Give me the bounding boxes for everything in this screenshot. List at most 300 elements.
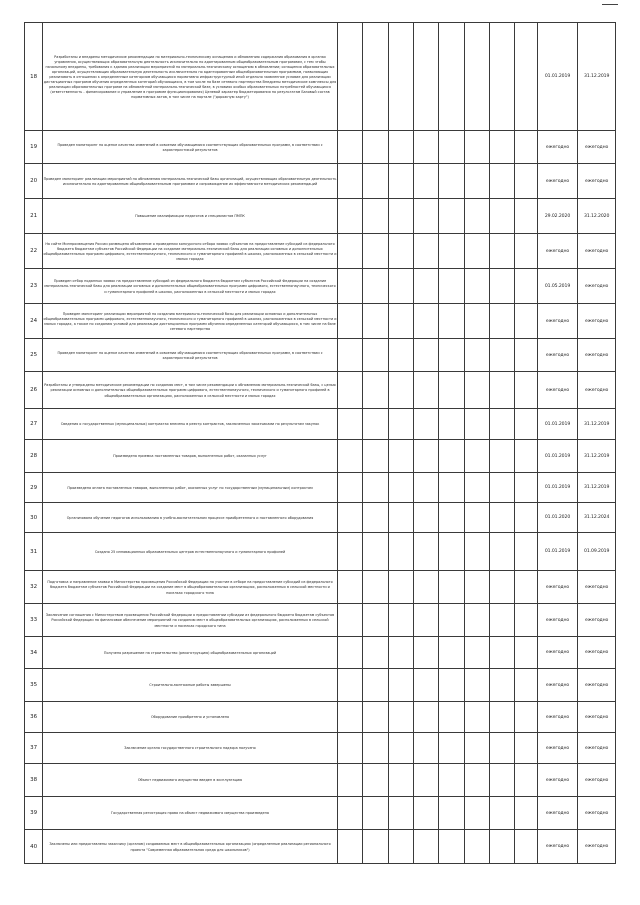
- empty-cell: [363, 503, 388, 533]
- row-number: 34: [25, 637, 43, 669]
- empty-cell: [388, 372, 413, 409]
- row-description: Подготовка и направление заявки в Министерство просвещения Российской Федерации на участие в отборе на предоставление субсидий из федерального бюджета бюджетам субъектов Российской Федерации на создание мест в общеобразовательных организациях, расположенных в сельской местности и поселках городского типа: [43, 571, 337, 604]
- table-row: [25, 797, 616, 830]
- empty-cell: [337, 164, 362, 199]
- empty-cell: [439, 733, 464, 764]
- row-description: Заключены или предоставлены заказчику (органом) создаваемых мест в общеобразовательных организациях (определенные реализации регионального проекта "Современная образовательная среда для школьников"): [43, 830, 337, 864]
- start-date: 01.01.2019: [537, 533, 578, 571]
- empty-cell: [413, 733, 438, 764]
- end-date: ежегодно: [578, 131, 616, 164]
- empty-cell: [439, 409, 464, 440]
- empty-cell: [464, 304, 489, 339]
- empty-cell: [439, 830, 464, 864]
- empty-cell: [363, 797, 388, 830]
- table-row: [25, 199, 616, 234]
- table-row: [25, 269, 616, 304]
- start-date: ежегодно: [537, 830, 578, 864]
- empty-cell: [515, 797, 537, 830]
- empty-cell: [515, 473, 537, 503]
- empty-cell: [363, 604, 388, 637]
- empty-cell: [515, 830, 537, 864]
- empty-cell: [439, 669, 464, 702]
- empty-cell: [490, 669, 515, 702]
- row-description: Организована обучение педагогов использованию в учебно-воспитательном процессе приобретенного и поставленного оборудования: [43, 503, 337, 533]
- end-date: 01.09.2019: [578, 533, 616, 571]
- row-description: Заключение соглашения с Министерством просвещения Российской Федерации о предоставлении субсидии из федерального бюджета бюджетам субъектов Российской Федерации на финансовое обеспечение мероприятий по созданию мест в общеобразовательных организациях, расположенных в сельской местности и поселках городского типа: [43, 604, 337, 637]
- empty-cell: [439, 702, 464, 733]
- row-description: Проведен мониторинг по оценке качества изменений в освоении обучающимися соответствующих образовательных программ, в соответствии с характеристикой результатов: [43, 339, 337, 372]
- start-date: ежегодно: [537, 164, 578, 199]
- empty-cell: [490, 533, 515, 571]
- row-description: Проведен мониторинг по оценке качества изменений в освоении обучающимися соответствующих образовательных программ, в соответствии с характеристикой результатов: [43, 131, 337, 164]
- empty-cell: [439, 440, 464, 473]
- empty-cell: [388, 473, 413, 503]
- empty-cell: [413, 269, 438, 304]
- empty-cell: [337, 23, 362, 131]
- row-description: Сведения о государственных (муниципальных) контрактах внесены в реестр контрактов, заключенных заказчиками по результатам закупок: [43, 409, 337, 440]
- empty-cell: [464, 23, 489, 131]
- empty-cell: [439, 571, 464, 604]
- end-date: 31.12.2019: [578, 473, 616, 503]
- end-date: ежегодно: [578, 164, 616, 199]
- empty-cell: [337, 702, 362, 733]
- empty-cell: [388, 199, 413, 234]
- empty-cell: [337, 372, 362, 409]
- row-number: 40: [25, 830, 43, 864]
- start-date: 01.01.2020: [537, 503, 578, 533]
- empty-cell: [490, 304, 515, 339]
- empty-cell: [490, 764, 515, 797]
- end-date: ежегодно: [578, 234, 616, 269]
- empty-cell: [490, 733, 515, 764]
- row-number: 29: [25, 473, 43, 503]
- empty-cell: [337, 199, 362, 234]
- empty-cell: [515, 637, 537, 669]
- table-row: [25, 339, 616, 372]
- empty-cell: [363, 830, 388, 864]
- empty-cell: [413, 503, 438, 533]
- empty-cell: [490, 234, 515, 269]
- empty-cell: [388, 797, 413, 830]
- empty-cell: [413, 440, 438, 473]
- empty-cell: [388, 234, 413, 269]
- start-date: 01.01.2019: [537, 409, 578, 440]
- start-date: 29.02.2020: [537, 199, 578, 234]
- row-number: 33: [25, 604, 43, 637]
- table-row: [25, 234, 616, 269]
- row-number: 31: [25, 533, 43, 571]
- empty-cell: [413, 234, 438, 269]
- empty-cell: [515, 269, 537, 304]
- empty-cell: [363, 533, 388, 571]
- row-description: Произведена оплата поставленных товаров, выполненных работ, оказанных услуг по государственным (муниципальным) контрактам: [43, 473, 337, 503]
- row-number: 24: [25, 304, 43, 339]
- empty-cell: [464, 571, 489, 604]
- empty-cell: [363, 269, 388, 304]
- row-number: 30: [25, 503, 43, 533]
- empty-cell: [515, 199, 537, 234]
- empty-cell: [439, 503, 464, 533]
- empty-cell: [490, 440, 515, 473]
- empty-cell: [363, 733, 388, 764]
- empty-cell: [388, 304, 413, 339]
- start-date: ежегодно: [537, 234, 578, 269]
- empty-cell: [515, 23, 537, 131]
- row-description: Проведен мониторинг реализации мероприятий по обновлению материально-технической базы организаций, осуществляющих образовательную деятельность исключительно по адаптированным общеобразовательным программам и сопровождение их эффективности методических рекомендаций: [43, 164, 337, 199]
- empty-cell: [363, 440, 388, 473]
- start-date: 01.01.2019: [537, 440, 578, 473]
- row-description: Строительно-монтажные работы завершены: [43, 669, 337, 702]
- empty-cell: [337, 571, 362, 604]
- row-number: 28: [25, 440, 43, 473]
- plan-table: [24, 22, 616, 864]
- empty-cell: [413, 637, 438, 669]
- empty-cell: [515, 503, 537, 533]
- empty-cell: [490, 797, 515, 830]
- empty-cell: [464, 199, 489, 234]
- empty-cell: [490, 372, 515, 409]
- table-row: [25, 503, 616, 533]
- empty-cell: [388, 23, 413, 131]
- empty-cell: [515, 571, 537, 604]
- empty-cell: [388, 764, 413, 797]
- empty-cell: [490, 164, 515, 199]
- empty-cell: [363, 372, 388, 409]
- empty-cell: [413, 339, 438, 372]
- start-date: 01.01.2019: [537, 473, 578, 503]
- empty-cell: [439, 339, 464, 372]
- empty-cell: [439, 533, 464, 571]
- empty-cell: [439, 604, 464, 637]
- row-description: Проведен отбор поданных заявок на предоставление субсидий из федерального бюджета бюджетам субъектов Российской Федерации на создание материально-технической базы для реализации основных и дополнительных общеобразовательных программ цифрового, естественнонаучного, технического и гуманитарного профилей в школах, расположенных в сельской местности и малых городах: [43, 269, 337, 304]
- empty-cell: [515, 733, 537, 764]
- table-row: [25, 733, 616, 764]
- row-number: 23: [25, 269, 43, 304]
- empty-cell: [413, 304, 438, 339]
- empty-cell: [490, 571, 515, 604]
- row-number: 25: [25, 339, 43, 372]
- empty-cell: [363, 23, 388, 131]
- row-number: 21: [25, 199, 43, 234]
- empty-cell: [464, 440, 489, 473]
- empty-cell: [388, 669, 413, 702]
- empty-cell: [388, 269, 413, 304]
- row-number: 35: [25, 669, 43, 702]
- end-date: ежегодно: [578, 764, 616, 797]
- empty-cell: [337, 440, 362, 473]
- empty-cell: [515, 764, 537, 797]
- empty-cell: [439, 797, 464, 830]
- empty-cell: [337, 533, 362, 571]
- empty-cell: [464, 473, 489, 503]
- empty-cell: [363, 571, 388, 604]
- empty-cell: [490, 269, 515, 304]
- empty-cell: [363, 199, 388, 234]
- empty-cell: [388, 409, 413, 440]
- start-date: ежегодно: [537, 339, 578, 372]
- table-row: [25, 23, 616, 131]
- table-row: [25, 131, 616, 164]
- empty-cell: [388, 164, 413, 199]
- empty-cell: [464, 733, 489, 764]
- plan-table-body: [25, 23, 616, 864]
- empty-cell: [413, 830, 438, 864]
- empty-cell: [388, 503, 413, 533]
- empty-cell: [464, 131, 489, 164]
- empty-cell: [363, 234, 388, 269]
- empty-cell: [337, 339, 362, 372]
- empty-cell: [337, 797, 362, 830]
- empty-cell: [464, 339, 489, 372]
- empty-cell: [413, 571, 438, 604]
- empty-cell: [413, 199, 438, 234]
- empty-cell: [515, 409, 537, 440]
- empty-cell: [464, 702, 489, 733]
- row-description: Проведен мониторинг реализации мероприятий по созданию материально-технической базы для реализации основных и дополнительных общеобразовательных программ цифрового, естественнонаучного, технического и гуманитарного профилей в школах, расположенных в сельской местности и малых городах, а также по созданию условий для реализации дистанционных программ обучения определенных категорий обучающихся, в том числе на базе сетевого партнерства: [43, 304, 337, 339]
- empty-cell: [464, 604, 489, 637]
- empty-cell: [363, 764, 388, 797]
- row-number: 19: [25, 131, 43, 164]
- row-description: Повышение квалификации педагогов и специалистов ПМПК: [43, 199, 337, 234]
- empty-cell: [413, 764, 438, 797]
- table-row: [25, 440, 616, 473]
- row-description: Оборудование приобретено и установлено: [43, 702, 337, 733]
- empty-cell: [413, 669, 438, 702]
- end-date: ежегодно: [578, 269, 616, 304]
- empty-cell: [337, 637, 362, 669]
- empty-cell: [363, 164, 388, 199]
- empty-cell: [439, 23, 464, 131]
- empty-cell: [388, 702, 413, 733]
- empty-cell: [388, 733, 413, 764]
- end-date: 31.12.2020: [578, 199, 616, 234]
- start-date: 01.05.2019: [537, 269, 578, 304]
- row-description: Разработаны и внедрены методические рекомендации по материально-техническому оснащению и обновлению содержания образования в органах управления, осуществляющих образовательную деятельность исключительно по адаптированным общеобразовательным программам, с тем чтобы начальному внедрены, требования к зданию реализации мероприятий по материально-техническому оснащению в обновлении; оснащения образовательных организаций, осуществляющих образовательную деятельность исключительно по адаптированным общеобразовательным программам, позволяющих реализовать в отношении к определенным категориям обучающихся нормативно инфраструктурный иной отдельно заявленное условие для реализации дистанционных программ обучения определенных категорий обучающихся, в том числе на базе сетевого партнерства Внедрены методические комплексы для реализации образовательных программ на обновлённой материально-технической базе, в условиях особых образовательных потребностей обучающихся (ответственность - финансирование и управление в программе функционирования) Целевой характер бюджетирования по результатам Базовый состав нормативных актов, в том числе на портале ("дорожную карту"): [43, 23, 337, 131]
- end-date: ежегодно: [578, 604, 616, 637]
- empty-cell: [439, 199, 464, 234]
- empty-cell: [337, 503, 362, 533]
- empty-cell: [363, 702, 388, 733]
- empty-cell: [515, 702, 537, 733]
- end-date: ежегодно: [578, 571, 616, 604]
- empty-cell: [515, 604, 537, 637]
- empty-cell: [388, 604, 413, 637]
- empty-cell: [490, 830, 515, 864]
- empty-cell: [490, 339, 515, 372]
- table-row: [25, 830, 616, 864]
- empty-cell: [363, 473, 388, 503]
- empty-cell: [413, 702, 438, 733]
- empty-cell: [439, 131, 464, 164]
- empty-cell: [337, 131, 362, 164]
- empty-cell: [337, 669, 362, 702]
- empty-cell: [464, 797, 489, 830]
- empty-cell: [464, 164, 489, 199]
- empty-cell: [515, 669, 537, 702]
- end-date: ежегодно: [578, 372, 616, 409]
- row-number: 22: [25, 234, 43, 269]
- empty-cell: [337, 473, 362, 503]
- end-date: ежегодно: [578, 669, 616, 702]
- empty-cell: [413, 164, 438, 199]
- empty-cell: [464, 764, 489, 797]
- empty-cell: [490, 473, 515, 503]
- end-date: ежегодно: [578, 830, 616, 864]
- row-description: На сайте Минпросвещения России размещено объявление о проведении конкурсного отбора заявок субъектов на предоставление субсидий из федерального бюджета бюджетам субъектов Российской Федерации на создание материально-технической базы для реализации основных и дополнительных общеобразовательных программ цифрового, естественнонаучного, технического и гуманитарного профилей в школах, расположенных в сельской местности и малых городах: [43, 234, 337, 269]
- table-row: [25, 304, 616, 339]
- empty-cell: [413, 23, 438, 131]
- end-date: 31.12.2019: [578, 440, 616, 473]
- row-number: 39: [25, 797, 43, 830]
- row-description: Объект недвижимого имущества введен в эксплуатацию: [43, 764, 337, 797]
- start-date: ежегодно: [537, 797, 578, 830]
- empty-cell: [413, 372, 438, 409]
- empty-cell: [490, 637, 515, 669]
- empty-cell: [490, 131, 515, 164]
- start-date: ежегодно: [537, 669, 578, 702]
- empty-cell: [464, 269, 489, 304]
- empty-cell: [413, 409, 438, 440]
- empty-cell: [413, 131, 438, 164]
- empty-cell: [515, 372, 537, 409]
- empty-cell: [337, 604, 362, 637]
- end-date: ежегодно: [578, 797, 616, 830]
- end-date: 31.12.2024: [578, 503, 616, 533]
- empty-cell: [464, 830, 489, 864]
- empty-cell: [363, 304, 388, 339]
- empty-cell: [515, 339, 537, 372]
- empty-cell: [413, 473, 438, 503]
- empty-cell: [439, 473, 464, 503]
- empty-cell: [439, 304, 464, 339]
- empty-cell: [439, 764, 464, 797]
- row-number: 36: [25, 702, 43, 733]
- empty-cell: [464, 637, 489, 669]
- empty-cell: [490, 702, 515, 733]
- empty-cell: [363, 637, 388, 669]
- empty-cell: [363, 131, 388, 164]
- end-date: ежегодно: [578, 702, 616, 733]
- start-date: ежегодно: [537, 637, 578, 669]
- corner-mark: [602, 0, 618, 5]
- row-number: 20: [25, 164, 43, 199]
- start-date: ежегодно: [537, 372, 578, 409]
- empty-cell: [337, 234, 362, 269]
- empty-cell: [515, 131, 537, 164]
- empty-cell: [363, 409, 388, 440]
- empty-cell: [413, 533, 438, 571]
- empty-cell: [490, 503, 515, 533]
- empty-cell: [337, 764, 362, 797]
- empty-cell: [515, 440, 537, 473]
- table-row: [25, 637, 616, 669]
- empty-cell: [515, 164, 537, 199]
- empty-cell: [490, 23, 515, 131]
- empty-cell: [337, 733, 362, 764]
- empty-cell: [439, 164, 464, 199]
- empty-cell: [388, 830, 413, 864]
- end-date: ежегодно: [578, 733, 616, 764]
- table-row: [25, 372, 616, 409]
- empty-cell: [388, 131, 413, 164]
- empty-cell: [388, 339, 413, 372]
- empty-cell: [515, 304, 537, 339]
- start-date: ежегодно: [537, 733, 578, 764]
- empty-cell: [490, 409, 515, 440]
- table-row: [25, 764, 616, 797]
- row-description: Заключение органа государственного строительного надзора получено: [43, 733, 337, 764]
- empty-cell: [388, 571, 413, 604]
- row-number: 32: [25, 571, 43, 604]
- empty-cell: [413, 797, 438, 830]
- empty-cell: [363, 339, 388, 372]
- end-date: ежегодно: [578, 304, 616, 339]
- end-date: ежегодно: [578, 637, 616, 669]
- empty-cell: [464, 409, 489, 440]
- empty-cell: [388, 533, 413, 571]
- empty-cell: [337, 304, 362, 339]
- empty-cell: [439, 234, 464, 269]
- empty-cell: [439, 637, 464, 669]
- empty-cell: [515, 533, 537, 571]
- empty-cell: [413, 604, 438, 637]
- row-number: 38: [25, 764, 43, 797]
- row-description: Создано 25 инновационных образовательных центров естественнонаучного и гуманитарного профилей: [43, 533, 337, 571]
- row-number: 27: [25, 409, 43, 440]
- empty-cell: [464, 533, 489, 571]
- row-number: 37: [25, 733, 43, 764]
- start-date: ежегодно: [537, 131, 578, 164]
- start-date: ежегодно: [537, 304, 578, 339]
- table-row: [25, 669, 616, 702]
- empty-cell: [337, 409, 362, 440]
- empty-cell: [439, 269, 464, 304]
- table-row: [25, 473, 616, 503]
- row-description: Произведена приемка поставленных товаров, выполненных работ, оказанных услуг: [43, 440, 337, 473]
- empty-cell: [464, 503, 489, 533]
- end-date: 31.12.2019: [578, 23, 616, 131]
- empty-cell: [388, 440, 413, 473]
- empty-cell: [464, 234, 489, 269]
- empty-cell: [439, 372, 464, 409]
- table-row: [25, 164, 616, 199]
- table-row: [25, 409, 616, 440]
- end-date: ежегодно: [578, 339, 616, 372]
- end-date: 31.12.2019: [578, 409, 616, 440]
- empty-cell: [464, 372, 489, 409]
- empty-cell: [464, 669, 489, 702]
- empty-cell: [337, 269, 362, 304]
- row-description: Разработаны и утверждены методические рекомендации по созданию мест, в том числе рекомендации к обновлению материально-технической базы, с целью реализации основных и дополнительных общеобразовательных программ цифрового, естественнонаучного, технического и гуманитарного профилей в общеобразовательных организациях, расположенных в сельской местности и малых городах: [43, 372, 337, 409]
- row-description: Государственная регистрация права на объект недвижимого имущества произведена: [43, 797, 337, 830]
- table-row: [25, 604, 616, 637]
- empty-cell: [490, 604, 515, 637]
- empty-cell: [490, 199, 515, 234]
- start-date: ежегодно: [537, 702, 578, 733]
- empty-cell: [515, 234, 537, 269]
- table-row: [25, 702, 616, 733]
- row-number: 18: [25, 23, 43, 131]
- table-row: [25, 571, 616, 604]
- start-date: ежегодно: [537, 604, 578, 637]
- empty-cell: [363, 669, 388, 702]
- table-row: [25, 533, 616, 571]
- row-number: 26: [25, 372, 43, 409]
- empty-cell: [337, 830, 362, 864]
- start-date: 01.01.2019: [537, 23, 578, 131]
- empty-cell: [388, 637, 413, 669]
- start-date: ежегодно: [537, 571, 578, 604]
